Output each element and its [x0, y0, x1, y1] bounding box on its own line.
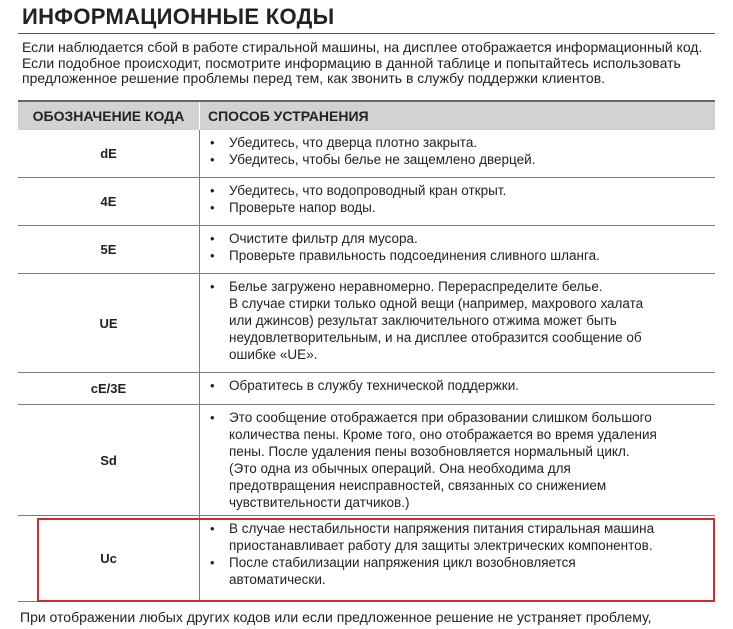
solution-line: (Это одна из обычных операций. Она необходима для: [229, 461, 571, 476]
bullet-icon: •: [210, 183, 215, 198]
solution-line: ошибке «UE».: [229, 347, 318, 362]
solution-item: [200, 134, 715, 151]
intro-line: Если подобное происходит, посмотрите информацию в данной таблице и попытайтесь использовать: [22, 54, 681, 71]
solution-cell: [200, 405, 715, 515]
solution-item: [200, 151, 715, 168]
solution-cell: [200, 373, 715, 404]
header-solution: СПОСОБ УСТРАНЕНИЯ: [208, 108, 369, 124]
solution-line: Убедитесь, что водопроводный кран открыт.: [229, 183, 507, 198]
solution-cell: [200, 274, 715, 372]
header-code: ОБОЗНАЧЕНИЕ КОДА: [18, 102, 200, 130]
error-code: UE: [18, 274, 200, 372]
solution-line: количества пены. Кроме того, оно отображается во время удаления: [229, 427, 657, 442]
bullet-icon: •: [210, 200, 215, 215]
table-row: [18, 130, 715, 178]
solution-line: Убедитесь, чтобы белье не защемлено дверцей.: [229, 152, 536, 167]
error-code: dE: [18, 130, 200, 177]
solution-line: автоматически.: [229, 572, 326, 587]
solution-line: Обратитесь в службу технической поддержки.: [229, 378, 519, 393]
table-row: [18, 274, 715, 373]
page-title: ИНФОРМАЦИОННЫЕ КОДЫ: [22, 4, 335, 29]
solution-item: [200, 199, 715, 216]
footer-text: При отображении любых других кодов или если предложенное решение не устраняет проблему,: [20, 609, 652, 625]
solution-line: В случае стирки только одной вещи (например, махрового халата: [229, 296, 644, 311]
uc-highlight-box: [37, 518, 715, 602]
error-code: cE/3E: [18, 373, 200, 404]
error-code: Sd: [18, 405, 200, 515]
solution-cell: [200, 226, 715, 273]
table-row: [18, 178, 715, 226]
solution-line: Это сообщение отображается при образовании слишком большого: [229, 410, 652, 425]
table-row: [18, 373, 715, 405]
title-divider: [18, 33, 715, 34]
solution-item: [200, 247, 715, 264]
table-header: [18, 100, 715, 130]
solution-line: Белье загружено неравномерно. Перераспределите белье.: [229, 279, 603, 294]
solution-item: [200, 230, 715, 247]
bullet-icon: •: [210, 231, 215, 246]
solution-line: Убедитесь, что дверца плотно закрыта.: [229, 135, 478, 150]
intro-paragraph: [22, 40, 717, 87]
error-code: 5E: [18, 226, 200, 273]
intro-line: предложенное решение проблемы перед тем, как звонить в службу поддержки клиентов.: [22, 70, 606, 86]
bullet-icon: •: [210, 279, 215, 294]
bullet-icon: •: [210, 152, 215, 167]
bullet-icon: •: [210, 521, 215, 536]
bullet-icon: •: [210, 555, 215, 570]
bullet-icon: •: [210, 135, 215, 150]
solution-line: После стабилизации напряжения цикл возобновляется: [229, 555, 576, 570]
solution-item: [200, 409, 715, 511]
solution-line: Проверьте правильность подсоединения сливного шланга.: [229, 248, 600, 263]
table-row: [18, 405, 715, 516]
error-code: Uc: [18, 516, 200, 601]
error-code: 4E: [18, 178, 200, 225]
table-row: [18, 226, 715, 274]
bullet-icon: •: [210, 378, 215, 393]
solution-line: приостанавливает работу для защиты электрических компонентов.: [229, 538, 653, 553]
solution-item: [200, 377, 715, 394]
bullet-icon: •: [210, 248, 215, 263]
solution-line: чувствительности датчиков.): [229, 495, 410, 510]
solution-line: неудовлетворительным, и на дисплее отобразится сообщение об: [229, 330, 642, 345]
solution-cell: [200, 130, 715, 177]
intro-line: Если наблюдается сбой в работе стиральной машины, на дисплее отображается информационный код.: [22, 39, 703, 55]
solution-item: [200, 278, 715, 363]
solution-cell: [200, 178, 715, 225]
solution-line: Очистите фильтр для мусора.: [229, 231, 418, 246]
solution-line: Проверьте напор воды.: [229, 200, 376, 215]
solution-line: предотвращения неисправностей, связанных со снижением: [229, 478, 607, 493]
solution-item: [200, 182, 715, 199]
solution-line: пены. После удаления пены возобновляется нормальный цикл.: [229, 444, 630, 459]
solution-line: или джинсов) результат заключительного отжима может быть: [229, 313, 617, 328]
bullet-icon: •: [210, 410, 215, 425]
solution-line: В случае нестабильности напряжения питания стиральная машина: [229, 521, 655, 536]
